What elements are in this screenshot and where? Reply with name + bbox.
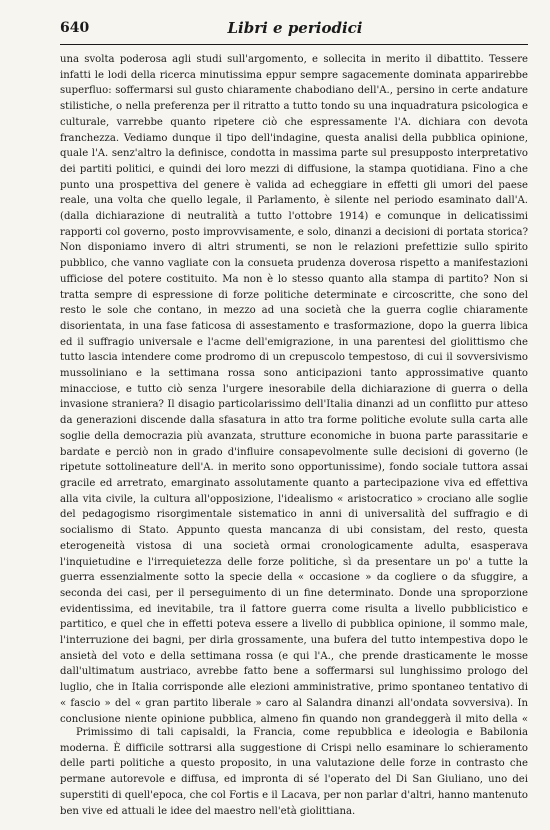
header-rule (60, 44, 528, 45)
paragraph-continuation: una svolta poderosa agli studi sull'argomento, e sollecita in merito il dibattito. Tessere infatti le lodi della ricerca minutissima eppur sempre sagacemente dominata apparirebbe superfluo: soffermarsi sul gusto chiaramente chabodiano dell'A., persino in certe andature stilistiche, o nella preferenza per il ritratto a tutto tondo su una inquadratura psicologica e culturale, varrebbe quanto ripetere ciò che espressamente l'A. dichiara con devota franchezza. Vediamo dunque il tipo dell'indagine, questa analisi della pubblica opinione, quale l'A. senz'altro la definisce, condotta in massima parte sul presupposto interpretativo dei partiti politici, e quindi dei loro mezzi di diffusione, la stampa quotidiana. Fino a che punto una prospettiva del genere è valida ad echeggiare in effetti gli umori del paese reale, una volta che quello legale, il Parlamento, è silente nel periodo esaminato dall'A. (dalla dichiarazione di neutralità a tutto l'ottobre 1914) e comunque in delicatissimi rapporti col governo, posto improvvisamente, e solo, dinanzi a decisioni di portata storica? Non disponiamo invero di altri strumenti, se non le relazioni prefettizie sullo spirito pubblico, che vanno vagliate con la consueta prudenza doverosa rispetto a manifestazioni ufficiose del potere costituito. Ma non è lo stesso quanto alla stampa di partito? Non si tratta sempre di espressione di forze politiche determinate e circoscritte, che sono del resto le sole che contano, in mezzo ad una società che la guerra coglie chiaramente disorientata, in una fase faticosa di assestamento e trasformazione, dopo la guerra libica ed il suffragio universale e l'acme dell'emigrazione, in una parentesi del giolittismo che tutto lascia intendere come prodromo di un crepuscolo tempestoso, di cui il sovversivismo mussoliniano e la settimana rossa sono anticipazioni tanto approssimative quanto minacciose, e tutto ciò senza l'urgere inesorabile della dichiarazione di guerra o della invasione straniera? Il disagio particolarissimo dell'Italia dinanzi ad un conflitto pur atteso da generazioni discende dalla sfasatura in atto tra forme politiche evolute sulla carta alle soglie della democrazia più avanzata, strutture economiche in buona parte parassitarie e bardate e perciò non in grado d'influire consapevolmente sulle decisioni di governo (le ripetute sottolineature dell'A. in merito sono opportunissime), fondo sociale tuttora assai gracile ed arretrato, emarginato assolutamente quanto a partecipazione viva ed effettiva alla vita civile, la cultura all'opposizione, l'idealismo « aristocratico » crociano alle soglie del pedagogismo risorgimentale sistematico in anni di universalità del suffragio e di socialismo di Stato. Appunto questa mancanza di ubi consistam, del resto, questa eterogeneità vistosa di una società ormai cronologicamente adulta, esasperava l'inquietudine e l'irrequietezza delle forze politiche, sì da presentare un po' a tutte la guerra essenzialmente sotto la specie della « occasione » da cogliere o da sfuggire, a seconda dei casi, per il perseguimento di un fine determinato. Donde una sproporzione evidentissima, ed inevitabile, tra il fattore guerra come risulta a livello pubblicistico e partitico, e quel che in effetti poteva essere a livello di pubblica opinione, il sommo male, l'interruzione dei bagni, per dirla grossamente, una bufera del tutto intempestiva dopo le ansietà del voto e della settimana rossa (e qui l'A., che prende drasticamente le mosse dall'ultimatum austriaco, avrebbe fatto bene a soffermarsi sul lunghissimo prologo del luglio, che in Italia corrisponde alle elezioni amministrative, primo spontaneo tentativo di « fascio » del « gran partito liberale » caro al Salandra dinanzi all'ondata sovversiva). In conclusione niente opinione pubblica, almeno fin quando non grandeggerà il mito della « (60, 54, 528, 725)
page-number: 640 (60, 20, 90, 36)
running-title: Libri e periodici (227, 19, 363, 37)
body-text (60, 52, 528, 821)
paragraph: Primissimo di tali capisaldi, la Francia, come repubblica e ideologia e Babilonia moderna. È difficile sottrarsi alla suggestione di Crispi nello esaminare lo schieramento delle parti politiche a questo proposito, in una valutazione delle forze in contrasto che permane autorevole e diffusa, ed impronta di sé l'operato del Di San Giuliano, uno dei superstiti di quell'epoca, che col Fortis e il Lacava, per non parlar d'altri, hanno mantenuto ben vive ed attuali le idee del maestro nell'età giolittiana. (60, 727, 528, 817)
page-header (60, 18, 530, 40)
